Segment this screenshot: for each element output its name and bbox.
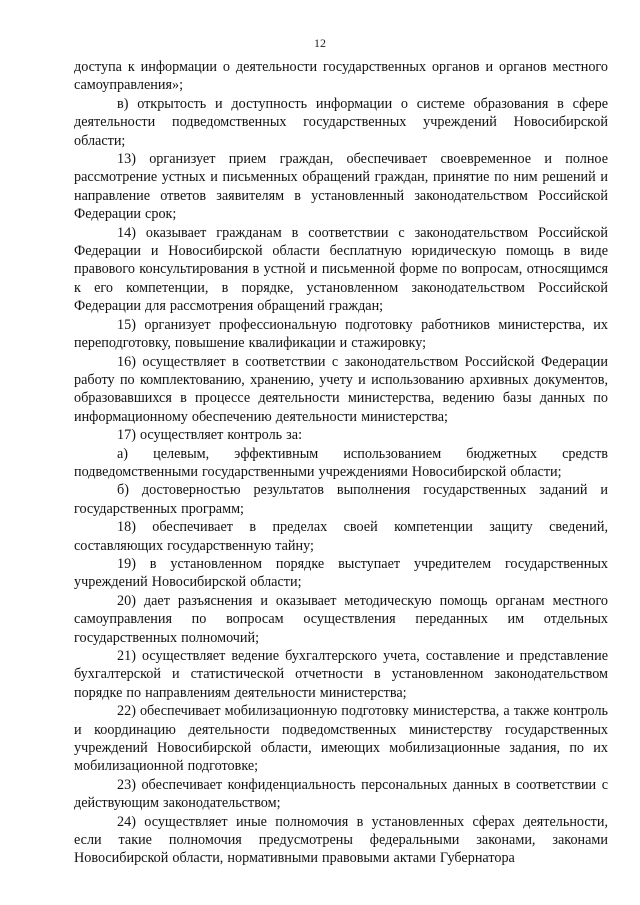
paragraph-item-20: 20) дает разъяснения и оказывает методическую помощь органам местного самоуправления по вопросам осуществления переданных им отдельных государственных полномочий;: [74, 592, 608, 646]
paragraph-item-23: 23) обеспечивает конфиденциальность персональных данных в соответствии с действующим законодательством;: [74, 776, 608, 812]
paragraph-item-22: 22) обеспечивает мобилизационную подготовку министерства, а также контроль и координацию деятельности подведомственных министерству государственных учреждений Новосибирской области, имеющих мобилизационные задания, по их мобилизационной подготовке;: [74, 703, 609, 775]
paragraph-item-16: 16) осуществляет в соответствии с законодательством Российской Федерации работу по комплектованию, хранению, учету и использованию архивных документов, образовавшихся в процессе деятельности министерства, ведению базы данных по информационному обеспечению деятельности министерства;: [74, 353, 608, 425]
paragraph-continuation: доступа к информации о деятельности государственных органов и органов местного самоуправления»;: [74, 59, 608, 94]
paragraph-item-17a: а) целевым, эффективным использованием бюджетных средств подведомственными государственными учреждениями Новосибирской области;: [74, 445, 608, 480]
paragraph-item-v: в) открытость и доступность информации о системе образования в сфере деятельности подведомственных государственных учреждений Новосибирской области;: [74, 95, 608, 149]
paragraph-item-24: 24) осуществляет иные полномочия в установленных сферах деятельности, если такие полномочия предусмотрены федеральными законами, законами Новосибирской области, нормативными правовыми актами Губернатора: [74, 813, 608, 867]
paragraph-item-19: 19) в установленном порядке выступает учредителем государственных учреждений Новосибирской области;: [74, 555, 608, 591]
document-body: [74, 58, 608, 868]
paragraph-item-15: 15) организует профессиональную подготовку работников министерства, их переподготовку, повышение квалификации и стажировку;: [74, 316, 608, 352]
paragraph-item-17b: б) достоверностью результатов выполнения государственных заданий и государственных программ;: [74, 482, 608, 517]
paragraph-item-17: 17) осуществляет контроль за:: [117, 427, 303, 444]
paragraph-item-18: 18) обеспечивает в пределах своей компетенции защиту сведений, составляющих государственную тайну;: [74, 519, 608, 554]
paragraph-item-14: 14) оказывает гражданам в соответствии с законодательством Российской Федерации и Новосибирской области бесплатную юридическую помощь в виде правового консультирования в устной и письменной форме по вопросам, относящимся к его компетенции, в порядке, установленном законодательством Российской Федерации для рассмотрения обращений граждан;: [74, 224, 608, 315]
paragraph-item-13: 13) организует прием граждан, обеспечивает своевременное и полное рассмотрение устных и письменных обращений граждан, принятие по ним решений и направление ответов заявителям в установленный законодательством Российской Федерации срок;: [74, 151, 608, 223]
page-number: 12: [314, 36, 326, 50]
paragraph-item-21: 21) осуществляет ведение бухгалтерского учета, составление и представление бухгалтерской и статистической отчетности в установленном законодательством порядке по направлениям деятельности министерства;: [74, 648, 608, 701]
